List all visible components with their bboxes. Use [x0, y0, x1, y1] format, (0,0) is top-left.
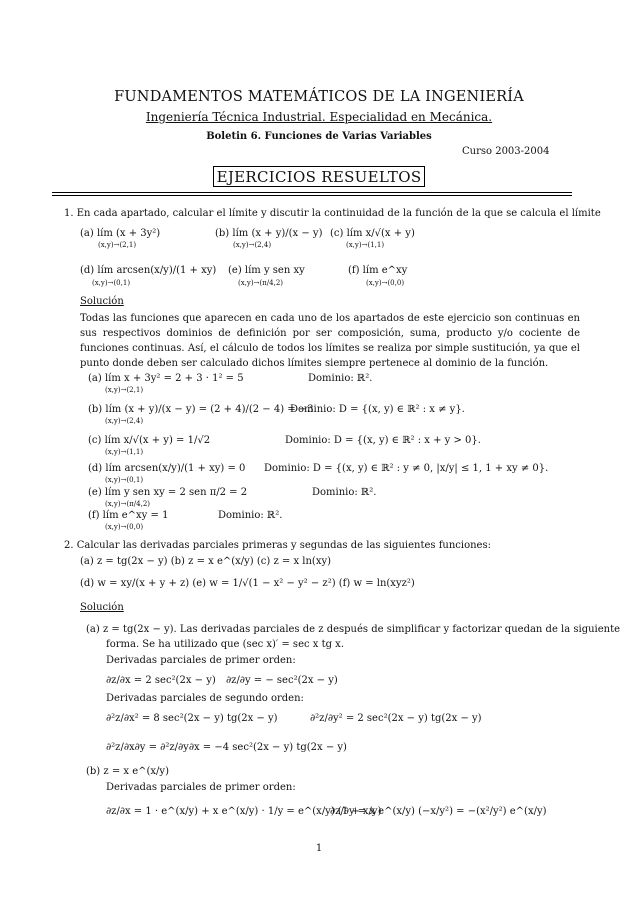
page-number: 1: [315, 843, 323, 854]
ex2-b-dz-dy: ∂z/∂y = x e^(x/y) (−x/y²) = −(x²/y²) e^(x/y): [330, 806, 547, 817]
ex1-item-d: (d) lím arcsen(x/y)/(1 + xy): [80, 265, 217, 276]
ex2-functions-row-1: (a) z = tg(2x − y) (b) z = x e^(x/y) (c) z = x ln(xy): [80, 556, 332, 567]
ex1-item-c-sub: (x,y)→(1,1): [346, 241, 385, 249]
ex2-functions-row-2: (d) w = xy/(x + y + z) (e) w = 1/√(1 − x² − y² − z²) (f) w = ln(xyz²): [80, 578, 415, 589]
ex1-item-a-sub: (x,y)→(2,1): [98, 241, 137, 249]
document-subtitle: Ingeniería Técnica Industrial. Especialidad en Mecánica.: [145, 110, 493, 124]
ex2-a-intro-2: forma. Se ha utilizado que (sec x)′ = sec x tg x.: [106, 639, 344, 650]
ex2-a-dz-dy: ∂z/∂y = − sec²(2x − y): [226, 675, 338, 686]
ex1-item-d-sub: (x,y)→(0,1): [92, 279, 131, 287]
ex1-result-e-sub: (x,y)→(π/4,2): [105, 500, 151, 508]
ex1-item-a: (a) lím (x + 3y²): [80, 228, 161, 239]
ex1-result-f: (f) lím e^xy = 1: [88, 510, 169, 521]
bulletin-title: Boletin 6. Funciones de Varias Variables: [206, 131, 432, 142]
ex1-result-c-sub: (x,y)→(1,1): [105, 448, 144, 456]
ex1-item-f-sub: (x,y)→(0,0): [366, 279, 405, 287]
ex1-result-d-sub: (x,y)→(0,1): [105, 476, 144, 484]
ex1-item-b: (b) lím (x + y)/(x − y): [215, 228, 323, 239]
rule-bottom: [52, 195, 572, 196]
ex2-a-first-order-label: Derivadas parciales de primer orden:: [106, 655, 296, 666]
ex1-result-f-sub: (x,y)→(0,0): [105, 523, 144, 531]
ex1-solution-text: Todas las funciones que aparecen en cada uno de los apartados de este ejercicio son continuas en sus respectivos dominios de definición por ser composición, suma, producto y/o cociente de funciones continuas. Así, el cálculo de todos los límites se realiza por simple sustitución, ya que el punto donde deben ser calculado dichos límites siempre pertenece al dominio de la función.: [80, 313, 580, 369]
exercise-2-statement: 2. Calcular las derivadas parciales primeras y segundas de las siguientes funciones:: [64, 540, 491, 551]
ex2-a-d2z-dxdy: ∂²z/∂x∂y = ∂²z/∂y∂x = −4 sec²(2x − y) tg(2x − y): [106, 742, 347, 753]
ex1-result-b-sub: (x,y)→(2,4): [105, 417, 144, 425]
rule-top: [52, 192, 572, 193]
ex1-result-f-domain: Dominio: ℝ².: [218, 510, 283, 521]
ex1-item-e-sub: (x,y)→(π/4,2): [238, 279, 284, 287]
document-title: FUNDAMENTOS MATEMÁTICOS DE LA INGENIERÍA: [114, 89, 524, 105]
ex1-result-e: (e) lím y sen xy = 2 sen π/2 = 2: [88, 487, 248, 498]
ex2-solution-label: Solución: [80, 602, 124, 613]
ex1-result-d: (d) lím arcsen(x/y)/(1 + xy) = 0: [88, 463, 246, 474]
ex2-b-dz-dx: ∂z/∂x = 1 · e^(x/y) + x e^(x/y) · 1/y = e^(x/y) (1 + x/y): [106, 806, 382, 817]
ex1-result-d-domain: Dominio: D = {(x, y) ∈ ℝ² : y ≠ 0, |x/y| ≤ 1, 1 + xy ≠ 0}.: [264, 463, 549, 474]
heading-box-wrap: [0, 166, 638, 187]
ex2-b-first-order-label: Derivadas parciales de primer orden:: [106, 782, 296, 793]
ex1-result-c-domain: Dominio: D = {(x, y) ∈ ℝ² : x + y > 0}.: [285, 435, 481, 446]
ex2-a-intro: (a) z = tg(2x − y). Las derivadas parciales de z después de simplificar y factorizar quedan de la siguiente: [86, 624, 621, 635]
ex1-result-b: (b) lím (x + y)/(x − y) = (2 + 4)/(2 − 4) = −3: [88, 404, 314, 415]
ex1-item-e: (e) lím y sen xy: [228, 265, 305, 276]
boxed-heading: EJERCICIOS RESUELTOS: [213, 166, 426, 187]
ex2-a-second-order-label: Derivadas parciales de segundo orden:: [106, 693, 304, 704]
ex2-a-d2z-dy2: ∂²z/∂y² = 2 sec²(2x − y) tg(2x − y): [310, 713, 482, 724]
course-label: Curso 2003-2004: [462, 146, 550, 157]
ex2-a-d2z-dx2: ∂²z/∂x² = 8 sec²(2x − y) tg(2x − y): [106, 713, 278, 724]
ex1-item-f: (f) lím e^xy: [348, 265, 408, 276]
ex1-solution-label: Solución: [80, 296, 124, 307]
ex1-result-a-domain: Dominio: ℝ².: [308, 373, 373, 384]
ex1-result-a: (a) lím x + 3y² = 2 + 3 · 1² = 5: [88, 373, 244, 384]
ex2-a-dz-dx: ∂z/∂x = 2 sec²(2x − y): [106, 675, 216, 686]
ex1-item-b-sub: (x,y)→(2,4): [233, 241, 272, 249]
ex1-result-c: (c) lím x/√(x + y) = 1/√2: [88, 435, 211, 446]
ex1-item-c: (c) lím x/√(x + y): [330, 228, 415, 239]
exercise-1-statement: 1. En cada apartado, calcular el límite y discutir la continuidad de la función de la que se calcula el límite: [64, 208, 601, 219]
ex1-result-a-sub: (x,y)→(2,1): [105, 386, 144, 394]
ex1-result-b-domain: Dominio: D = {(x, y) ∈ ℝ² : x ≠ y}.: [290, 404, 465, 415]
ex2-b-intro: (b) z = x e^(x/y): [86, 766, 169, 777]
ex1-result-e-domain: Dominio: ℝ².: [312, 487, 377, 498]
